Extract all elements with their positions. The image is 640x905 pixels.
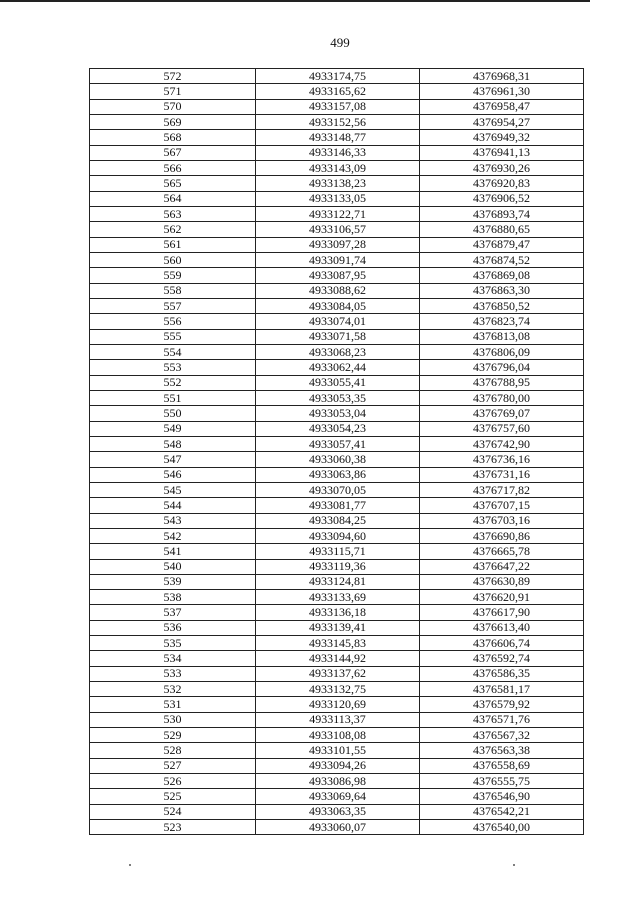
- x-coordinate-cell: 4933106,57: [256, 222, 420, 237]
- y-coordinate-cell: 4376941,13: [420, 145, 584, 160]
- x-coordinate-cell: 4933084,05: [256, 298, 420, 313]
- x-coordinate-cell: 4933060,38: [256, 452, 420, 467]
- table-row: [90, 743, 584, 758]
- point-number-cell: 570: [90, 99, 256, 114]
- x-coordinate-cell: 4933108,08: [256, 728, 420, 743]
- point-number-cell: 558: [90, 283, 256, 298]
- table-row: [90, 498, 584, 513]
- y-coordinate-cell: 4376968,31: [420, 69, 584, 84]
- y-coordinate-cell: 4376703,16: [420, 513, 584, 528]
- x-coordinate-cell: 4933074,01: [256, 314, 420, 329]
- point-number-cell: 530: [90, 712, 256, 727]
- point-number-cell: 565: [90, 176, 256, 191]
- x-coordinate-cell: 4933138,23: [256, 176, 420, 191]
- table-row: [90, 283, 584, 298]
- point-number-cell: 531: [90, 697, 256, 712]
- coordinates-table-body: [90, 69, 584, 835]
- y-coordinate-cell: 4376961,30: [420, 84, 584, 99]
- table-row: [90, 528, 584, 543]
- y-coordinate-cell: 4376586,35: [420, 666, 584, 681]
- y-coordinate-cell: 4376592,74: [420, 651, 584, 666]
- x-coordinate-cell: 4933081,77: [256, 498, 420, 513]
- x-coordinate-cell: 4933055,41: [256, 375, 420, 390]
- table-row: [90, 682, 584, 697]
- table-row: [90, 804, 584, 819]
- x-coordinate-cell: 4933143,09: [256, 160, 420, 175]
- table-row: [90, 452, 584, 467]
- x-coordinate-cell: 4933120,69: [256, 697, 420, 712]
- y-coordinate-cell: 4376806,09: [420, 344, 584, 359]
- y-coordinate-cell: 4376736,16: [420, 452, 584, 467]
- y-coordinate-cell: 4376920,83: [420, 176, 584, 191]
- x-coordinate-cell: 4933086,98: [256, 774, 420, 789]
- y-coordinate-cell: 4376581,17: [420, 682, 584, 697]
- y-coordinate-cell: 4376665,78: [420, 544, 584, 559]
- table-row: [90, 728, 584, 743]
- point-number-cell: 527: [90, 758, 256, 773]
- x-coordinate-cell: 4933136,18: [256, 605, 420, 620]
- coordinates-table: [89, 68, 584, 835]
- table-row: [90, 145, 584, 160]
- table-row: [90, 69, 584, 84]
- table-row: [90, 360, 584, 375]
- x-coordinate-cell: 4933084,25: [256, 513, 420, 528]
- point-number-cell: 546: [90, 467, 256, 482]
- x-coordinate-cell: 4933133,05: [256, 191, 420, 206]
- y-coordinate-cell: 4376540,00: [420, 820, 584, 835]
- y-coordinate-cell: 4376717,82: [420, 482, 584, 497]
- top-scan-rule: [0, 0, 590, 2]
- y-coordinate-cell: 4376954,27: [420, 114, 584, 129]
- table-row: [90, 467, 584, 482]
- point-number-cell: 524: [90, 804, 256, 819]
- point-number-cell: 561: [90, 237, 256, 252]
- point-number-cell: 526: [90, 774, 256, 789]
- table-row: [90, 344, 584, 359]
- y-coordinate-cell: 4376823,74: [420, 314, 584, 329]
- table-row: [90, 268, 584, 283]
- y-coordinate-cell: 4376617,90: [420, 605, 584, 620]
- table-row: [90, 421, 584, 436]
- table-row: [90, 406, 584, 421]
- table-row: [90, 789, 584, 804]
- x-coordinate-cell: 4933057,41: [256, 436, 420, 451]
- x-coordinate-cell: 4933119,36: [256, 559, 420, 574]
- y-coordinate-cell: 4376620,91: [420, 590, 584, 605]
- x-coordinate-cell: 4933094,26: [256, 758, 420, 773]
- point-number-cell: 533: [90, 666, 256, 681]
- y-coordinate-cell: 4376930,26: [420, 160, 584, 175]
- point-number-cell: 554: [90, 344, 256, 359]
- x-coordinate-cell: 4933063,86: [256, 467, 420, 482]
- table-row: [90, 298, 584, 313]
- table-row: [90, 636, 584, 651]
- table-row: [90, 99, 584, 114]
- table-row: [90, 697, 584, 712]
- x-coordinate-cell: 4933097,28: [256, 237, 420, 252]
- x-coordinate-cell: 4933165,62: [256, 84, 420, 99]
- scan-speck: [513, 864, 515, 866]
- point-number-cell: 552: [90, 375, 256, 390]
- point-number-cell: 545: [90, 482, 256, 497]
- point-number-cell: 559: [90, 268, 256, 283]
- point-number-cell: 538: [90, 590, 256, 605]
- point-number-cell: 567: [90, 145, 256, 160]
- point-number-cell: 572: [90, 69, 256, 84]
- point-number-cell: 556: [90, 314, 256, 329]
- point-number-cell: 539: [90, 574, 256, 589]
- table-row: [90, 314, 584, 329]
- y-coordinate-cell: 4376567,32: [420, 728, 584, 743]
- y-coordinate-cell: 4376850,52: [420, 298, 584, 313]
- x-coordinate-cell: 4933063,35: [256, 804, 420, 819]
- point-number-cell: 560: [90, 252, 256, 267]
- table-row: [90, 114, 584, 129]
- point-number-cell: 571: [90, 84, 256, 99]
- y-coordinate-cell: 4376613,40: [420, 620, 584, 635]
- x-coordinate-cell: 4933087,95: [256, 268, 420, 283]
- point-number-cell: 563: [90, 206, 256, 221]
- x-coordinate-cell: 4933053,35: [256, 390, 420, 405]
- y-coordinate-cell: 4376906,52: [420, 191, 584, 206]
- table-row: [90, 390, 584, 405]
- point-number-cell: 553: [90, 360, 256, 375]
- table-row: [90, 84, 584, 99]
- y-coordinate-cell: 4376757,60: [420, 421, 584, 436]
- y-coordinate-cell: 4376563,38: [420, 743, 584, 758]
- y-coordinate-cell: 4376788,95: [420, 375, 584, 390]
- table-row: [90, 436, 584, 451]
- point-number-cell: 535: [90, 636, 256, 651]
- table-row: [90, 160, 584, 175]
- point-number-cell: 537: [90, 605, 256, 620]
- table-row: [90, 130, 584, 145]
- x-coordinate-cell: 4933144,92: [256, 651, 420, 666]
- point-number-cell: 541: [90, 544, 256, 559]
- point-number-cell: 551: [90, 390, 256, 405]
- y-coordinate-cell: 4376579,92: [420, 697, 584, 712]
- y-coordinate-cell: 4376571,76: [420, 712, 584, 727]
- x-coordinate-cell: 4933137,62: [256, 666, 420, 681]
- x-coordinate-cell: 4933071,58: [256, 329, 420, 344]
- table-row: [90, 620, 584, 635]
- x-coordinate-cell: 4933122,71: [256, 206, 420, 221]
- y-coordinate-cell: 4376869,08: [420, 268, 584, 283]
- x-coordinate-cell: 4933070,05: [256, 482, 420, 497]
- y-coordinate-cell: 4376742,90: [420, 436, 584, 451]
- scan-speck: [129, 864, 131, 866]
- x-coordinate-cell: 4933062,44: [256, 360, 420, 375]
- point-number-cell: 532: [90, 682, 256, 697]
- x-coordinate-cell: 4933088,62: [256, 283, 420, 298]
- x-coordinate-cell: 4933115,71: [256, 544, 420, 559]
- x-coordinate-cell: 4933174,75: [256, 69, 420, 84]
- point-number-cell: 528: [90, 743, 256, 758]
- y-coordinate-cell: 4376949,32: [420, 130, 584, 145]
- x-coordinate-cell: 4933094,60: [256, 528, 420, 543]
- table-row: [90, 206, 584, 221]
- x-coordinate-cell: 4933146,33: [256, 145, 420, 160]
- point-number-cell: 564: [90, 191, 256, 206]
- table-row: [90, 176, 584, 191]
- point-number-cell: 544: [90, 498, 256, 513]
- y-coordinate-cell: 4376546,90: [420, 789, 584, 804]
- y-coordinate-cell: 4376863,30: [420, 283, 584, 298]
- x-coordinate-cell: 4933054,23: [256, 421, 420, 436]
- y-coordinate-cell: 4376731,16: [420, 467, 584, 482]
- x-coordinate-cell: 4933068,23: [256, 344, 420, 359]
- table-row: [90, 758, 584, 773]
- x-coordinate-cell: 4933124,81: [256, 574, 420, 589]
- x-coordinate-cell: 4933060,07: [256, 820, 420, 835]
- table-row: [90, 651, 584, 666]
- point-number-cell: 547: [90, 452, 256, 467]
- point-number-cell: 529: [90, 728, 256, 743]
- y-coordinate-cell: 4376874,52: [420, 252, 584, 267]
- y-coordinate-cell: 4376630,89: [420, 574, 584, 589]
- x-coordinate-cell: 4933139,41: [256, 620, 420, 635]
- x-coordinate-cell: 4933148,77: [256, 130, 420, 145]
- table-row: [90, 820, 584, 835]
- x-coordinate-cell: 4933101,55: [256, 743, 420, 758]
- point-number-cell: 555: [90, 329, 256, 344]
- x-coordinate-cell: 4933133,69: [256, 590, 420, 605]
- y-coordinate-cell: 4376893,74: [420, 206, 584, 221]
- y-coordinate-cell: 4376958,47: [420, 99, 584, 114]
- point-number-cell: 543: [90, 513, 256, 528]
- table-row: [90, 605, 584, 620]
- y-coordinate-cell: 4376879,47: [420, 237, 584, 252]
- table-row: [90, 590, 584, 605]
- point-number-cell: 540: [90, 559, 256, 574]
- point-number-cell: 557: [90, 298, 256, 313]
- point-number-cell: 566: [90, 160, 256, 175]
- point-number-cell: 536: [90, 620, 256, 635]
- x-coordinate-cell: 4933157,08: [256, 99, 420, 114]
- y-coordinate-cell: 4376647,22: [420, 559, 584, 574]
- x-coordinate-cell: 4933152,56: [256, 114, 420, 129]
- y-coordinate-cell: 4376690,86: [420, 528, 584, 543]
- x-coordinate-cell: 4933145,83: [256, 636, 420, 651]
- x-coordinate-cell: 4933053,04: [256, 406, 420, 421]
- table-row: [90, 544, 584, 559]
- y-coordinate-cell: 4376542,21: [420, 804, 584, 819]
- point-number-cell: 550: [90, 406, 256, 421]
- point-number-cell: 548: [90, 436, 256, 451]
- y-coordinate-cell: 4376780,00: [420, 390, 584, 405]
- point-number-cell: 534: [90, 651, 256, 666]
- table-row: [90, 559, 584, 574]
- y-coordinate-cell: 4376555,75: [420, 774, 584, 789]
- table-row: [90, 712, 584, 727]
- y-coordinate-cell: 4376813,08: [420, 329, 584, 344]
- x-coordinate-cell: 4933091,74: [256, 252, 420, 267]
- point-number-cell: 525: [90, 789, 256, 804]
- table-row: [90, 666, 584, 681]
- y-coordinate-cell: 4376558,69: [420, 758, 584, 773]
- point-number-cell: 523: [90, 820, 256, 835]
- y-coordinate-cell: 4376769,07: [420, 406, 584, 421]
- point-number-cell: 542: [90, 528, 256, 543]
- table-row: [90, 574, 584, 589]
- table-row: [90, 513, 584, 528]
- point-number-cell: 549: [90, 421, 256, 436]
- table-row: [90, 375, 584, 390]
- table-row: [90, 222, 584, 237]
- x-coordinate-cell: 4933069,64: [256, 789, 420, 804]
- x-coordinate-cell: 4933113,37: [256, 712, 420, 727]
- table-row: [90, 482, 584, 497]
- point-number-cell: 568: [90, 130, 256, 145]
- y-coordinate-cell: 4376707,15: [420, 498, 584, 513]
- table-row: [90, 252, 584, 267]
- table-row: [90, 191, 584, 206]
- point-number-cell: 569: [90, 114, 256, 129]
- table-row: [90, 774, 584, 789]
- y-coordinate-cell: 4376880,65: [420, 222, 584, 237]
- page-number: 499: [330, 35, 350, 50]
- table-row: [90, 329, 584, 344]
- point-number-cell: 562: [90, 222, 256, 237]
- y-coordinate-cell: 4376606,74: [420, 636, 584, 651]
- table-row: [90, 237, 584, 252]
- x-coordinate-cell: 4933132,75: [256, 682, 420, 697]
- y-coordinate-cell: 4376796,04: [420, 360, 584, 375]
